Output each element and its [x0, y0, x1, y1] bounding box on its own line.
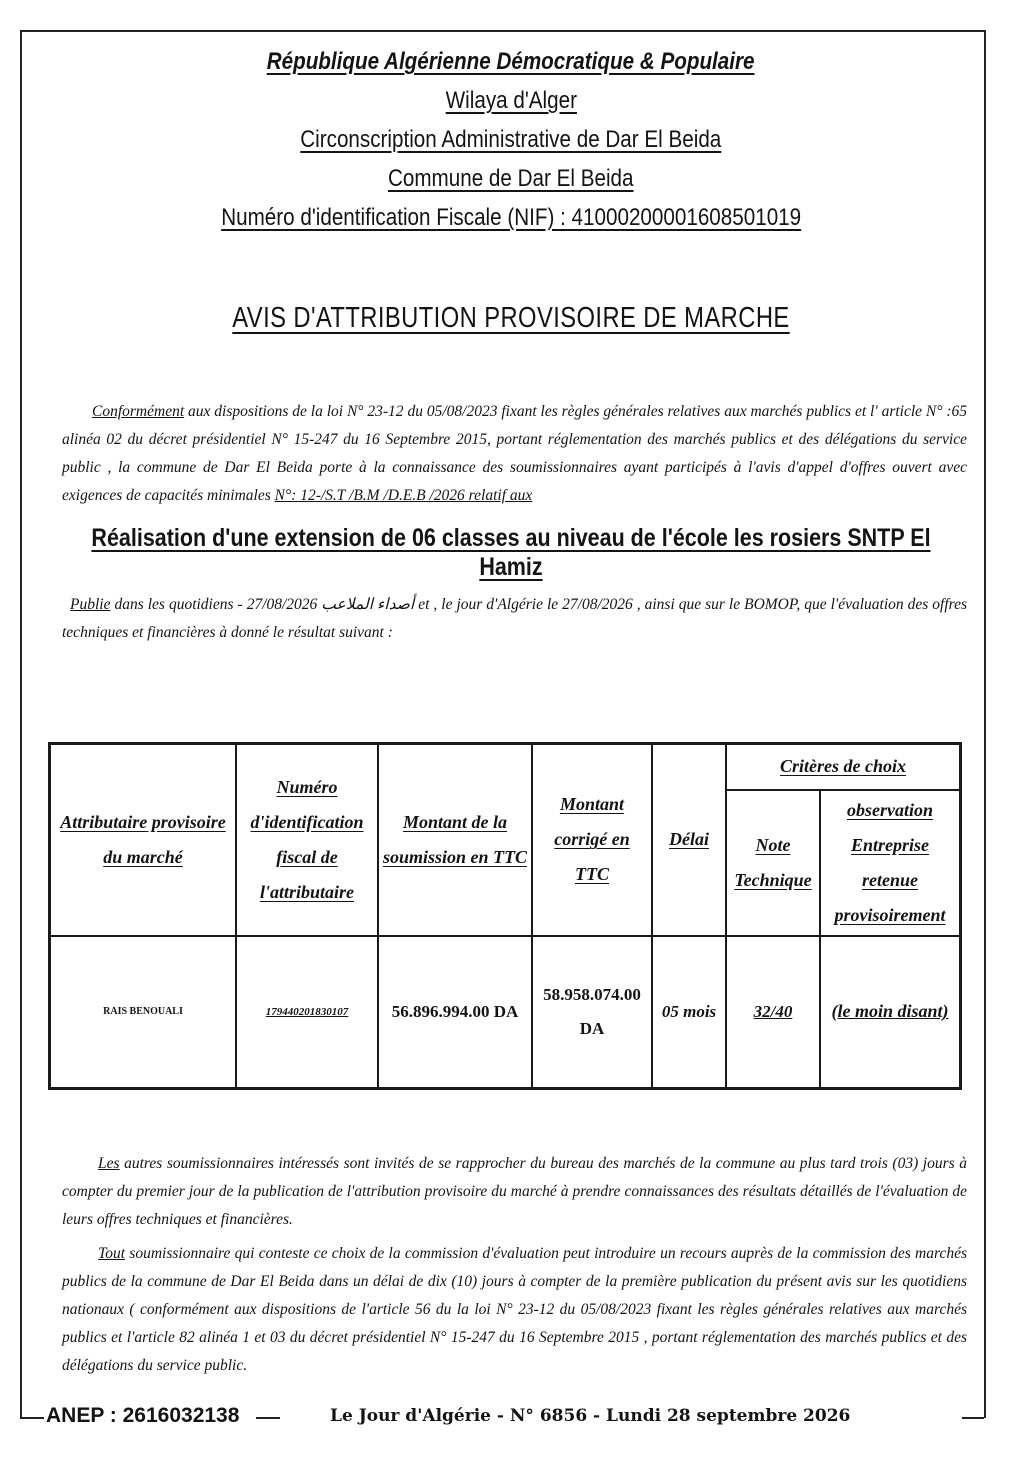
- cell-montant-soumission: 56.896.994.00 DA: [378, 936, 532, 1089]
- other-bidders-lead-word: Les: [98, 1155, 120, 1172]
- publication-paragraph: [62, 591, 967, 647]
- header-nif: Numéro d'identification fiscal de l'attributaire: [236, 744, 378, 936]
- cell-nif: 179440201830107: [236, 936, 378, 1089]
- intro-lead-word: Conformément: [92, 403, 185, 420]
- appeal-text: soumissionnaire qui conteste ce choix de la commission d'évaluation peut introduire un recours auprès de la commission des marchés publics de la commune de Dar El Beida dans un délai de dix (10) jours à compter de la première publication du présent avis sur les quotidiens nationaux ( conformément aux dispositions de l'article 56 du la loi N° 23-12 du 05/08/2023 fixant les règles générales relatives aux marchés publics et l'article 82 alinéa 1 et 03 du décret présidentiel N° 15-247 du 16 Septembre 2015 , portant réglementation des marchés publics et des délégations du service public.: [62, 1245, 967, 1374]
- header-criteres: Critères de choix: [726, 744, 961, 790]
- intro-text: aux dispositions de la loi N° 23-12 du 05/08/2023 fixant les règles générales relatives aux marchés publics et l' article N° :65 alinéa 02 du décret présidentiel N° 15-247 du 16 Septembre 2015, portant réglementation des marchés publics et des délégations du service public , la commune de Dar El Beida porte à la connaissance des soumissionnaires ayant participés à l'avis d'appel d'offres ouvert avec exigences de capacités minimales: [62, 403, 967, 504]
- appeal-lead-word: Tout: [98, 1245, 126, 1262]
- header-block: [0, 48, 1022, 243]
- cell-attributaire: RAIS BENOUALI: [50, 936, 237, 1089]
- project-title: Réalisation d'une extension de 06 classes au niveau de l'école les rosiers SNTP El Hamiz: [91, 524, 931, 581]
- intro-reference: N°: 12-/S.T /B.M /D.E.B /2026 relatif aux: [274, 487, 533, 504]
- header-note: Note Technique: [726, 790, 820, 936]
- header-commune: Commune de Dar El Beida: [388, 165, 634, 192]
- table-row: [50, 936, 961, 1089]
- header-delai: Délai: [652, 744, 726, 936]
- footer-rule-middle: [256, 1417, 280, 1419]
- header-montant-soumission: Montant de la soumission en TTC: [378, 744, 532, 936]
- footer-anep: ANEP : 2616032138: [46, 1404, 240, 1427]
- header-attributaire: Attributaire provisoire du marché: [50, 744, 237, 936]
- publication-text: dans les quotidiens - أصداء الملاعب 27/08/2026 et , le jour d'Algérie le 27/08/2026 , ainsi que sur le BOMOP, que l'évaluation des offres techniques et financières à donné le résultat suivant :: [62, 596, 968, 641]
- other-bidders-text: autres soumissionnaires intéressés sont invités de se rapprocher du bureau des marchés de la commune au plus tard trois (03) jours à compter du premier jour de la publication de l'attribution provisoire du marché à prendre connaissances des résultats détaillés de l'évaluation de leurs offres techniques et financières.: [62, 1155, 967, 1228]
- publication-lead-word: Publie: [70, 596, 111, 613]
- notice-title: AVIS D'ATTRIBUTION PROVISOIRE DE MARCHE: [232, 302, 790, 334]
- other-bidders-paragraph: [62, 1150, 967, 1234]
- cell-delai: 05 mois: [652, 936, 726, 1089]
- header-observation: observation Entreprise retenue provisoirement: [820, 790, 961, 936]
- intro-paragraph: [62, 398, 967, 510]
- cell-note: 32/40: [726, 936, 820, 1089]
- cell-observation: (le moin disant): [820, 936, 961, 1089]
- header-nif: Numéro d'identification Fiscale (NIF) : 410002000016085010​19: [221, 204, 801, 231]
- header-republic: République Algérienne Démocratique & Populaire: [267, 48, 755, 75]
- attribution-table: [48, 742, 962, 1090]
- footer-rule-right: [962, 1417, 984, 1419]
- footer: [20, 1404, 984, 1434]
- footer-rule-left: [20, 1417, 44, 1419]
- header-circonscription: Circonscription Administrative de Dar El Beida: [300, 126, 722, 153]
- cell-montant-corrige: 58.958.074.00 DA: [532, 936, 652, 1089]
- footer-journal: Le Jour d'Algérie - N° 6856 - Lundi 28 septembre 2026: [330, 1406, 851, 1426]
- appeal-paragraph: [62, 1240, 967, 1380]
- header-wilaya: Wilaya d'Alger: [445, 87, 577, 114]
- header-montant-corrige: Montant corrigé en TTC: [532, 744, 652, 936]
